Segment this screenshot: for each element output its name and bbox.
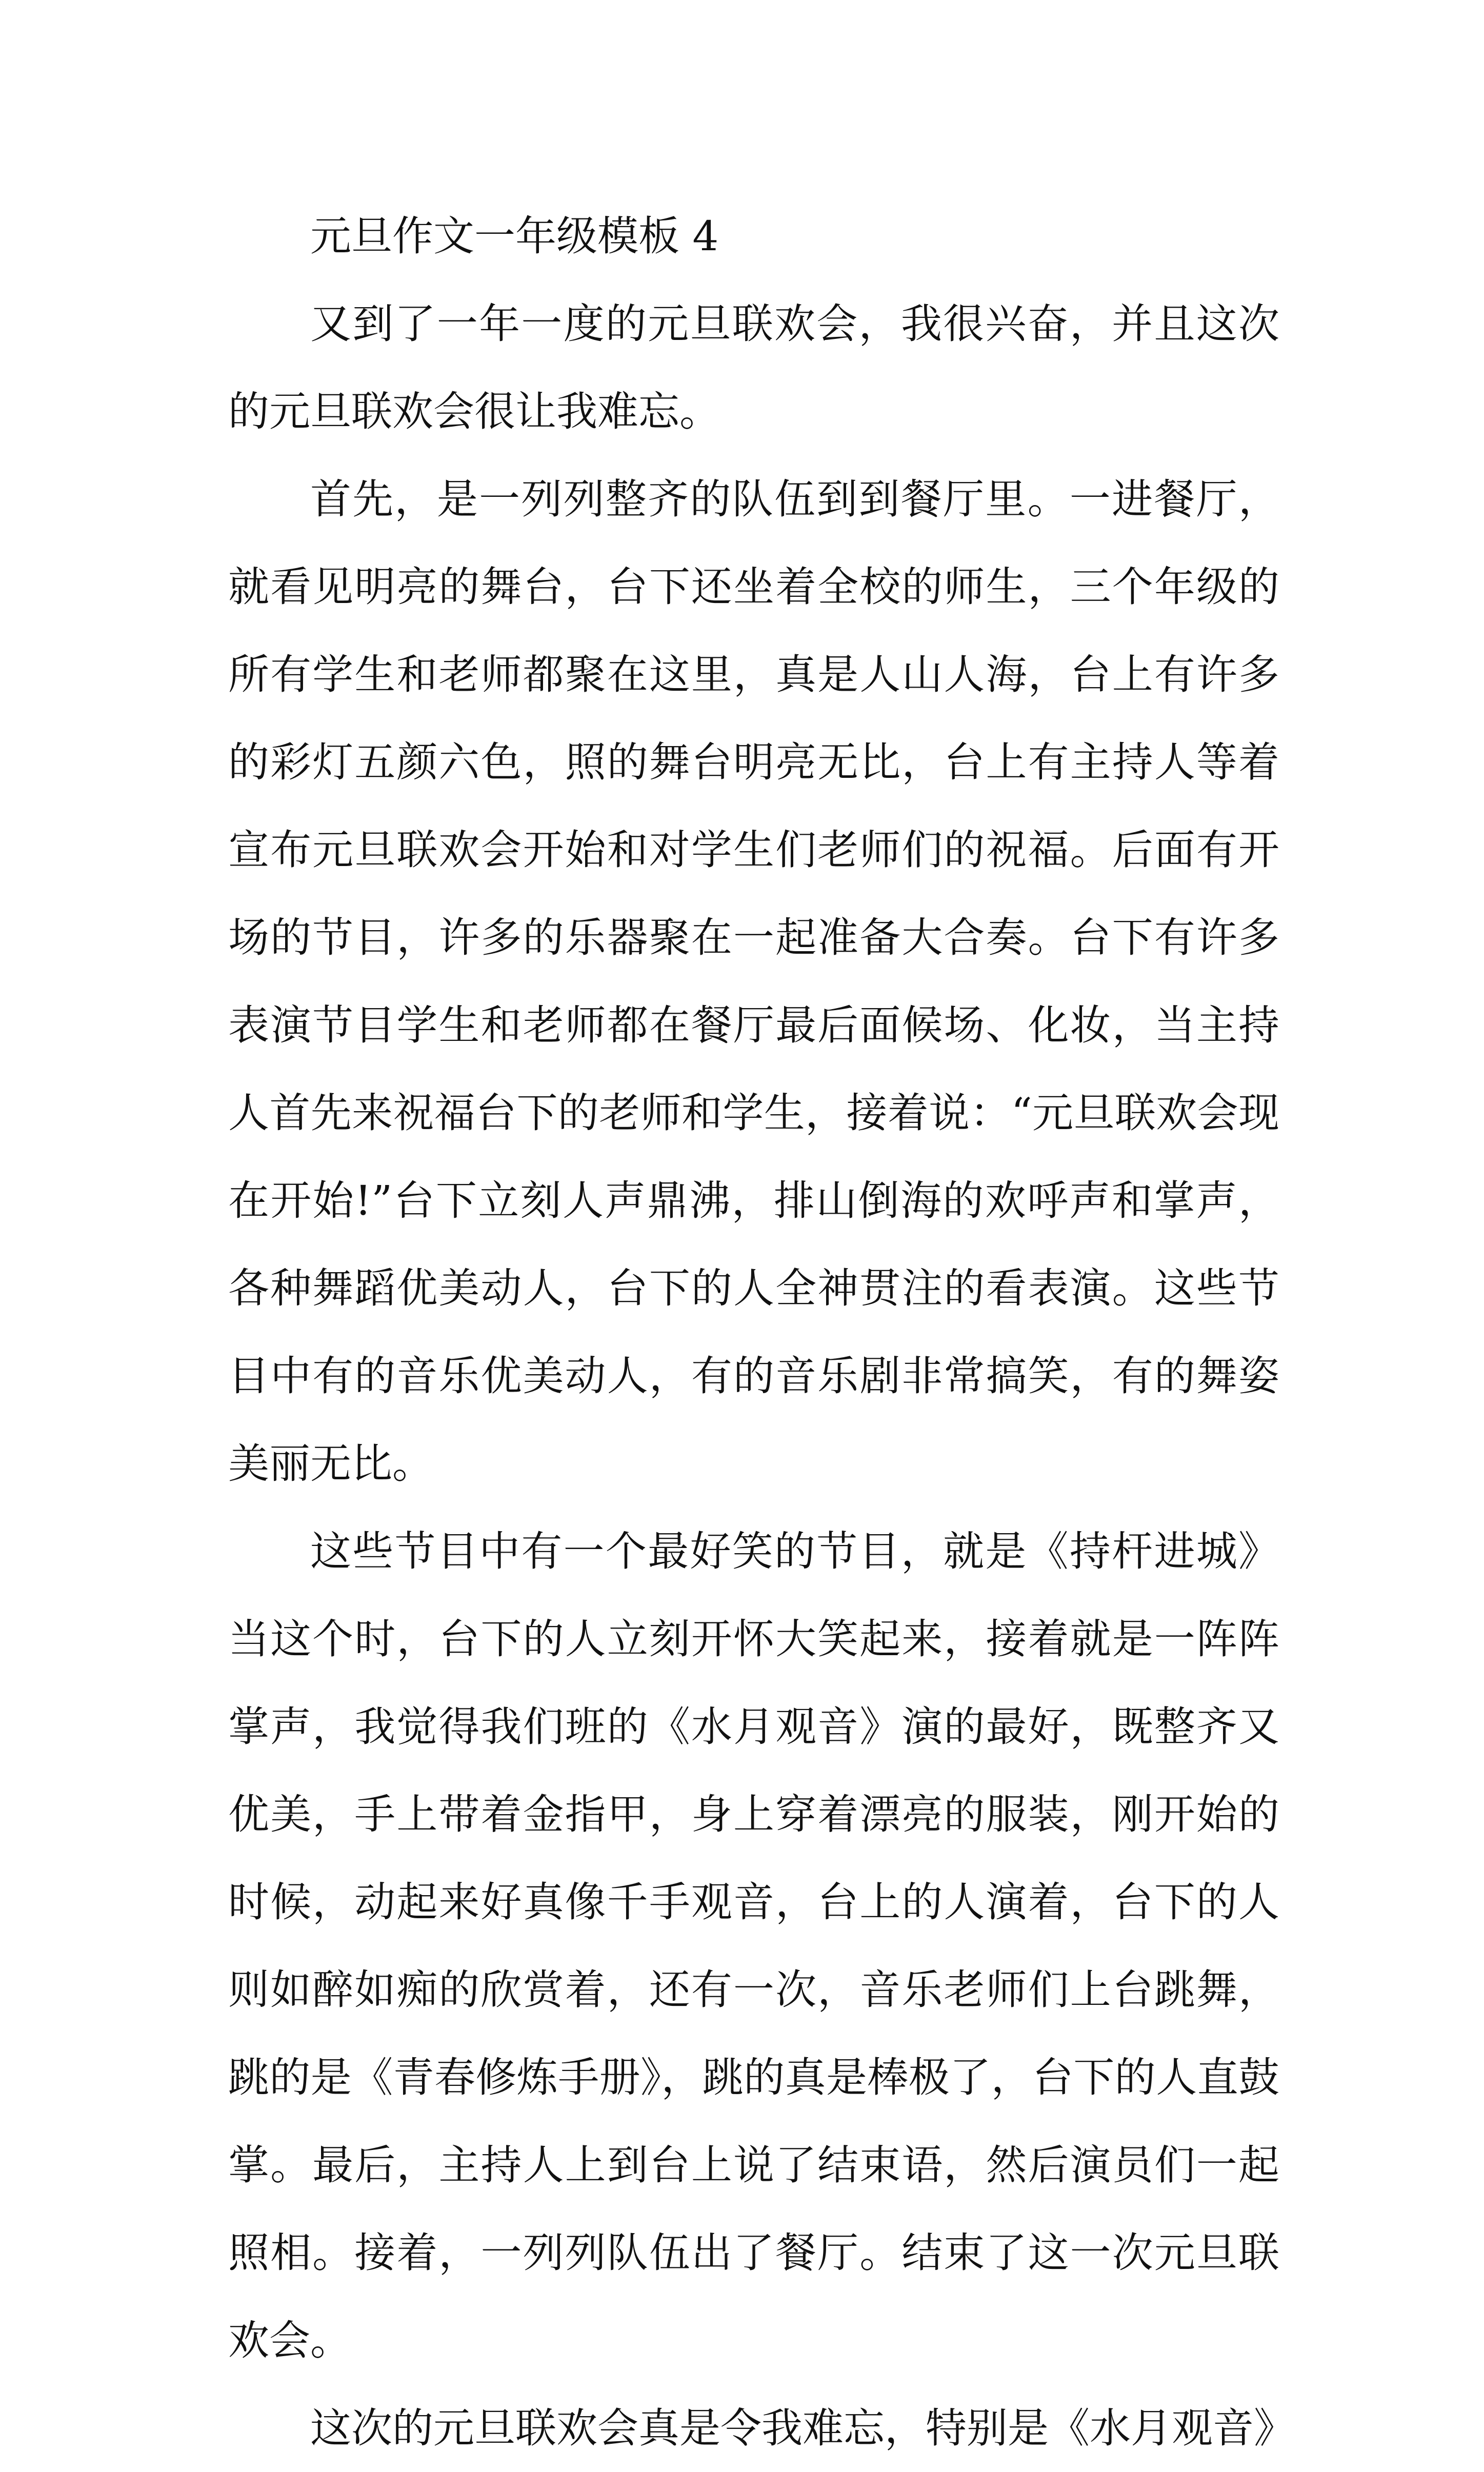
paragraph-1: 又到了一年一度的元旦联欢会，我很兴奋，并且这次的元旦联欢会很让我难忘。 bbox=[228, 300, 1279, 435]
paragraph-3: 这些节目中有一个最好笑的节目，就是《持杆进城》当这个时，台下的人立刻开怀大笑起来，接着就是一阵阵掌声，我觉得我们班的《水月观音》演的最好，既整齐又优美，手上带着金指甲，身上穿着漂亮的服装，刚开始的时候，动起来好真像千手观音，台上的人演着，台下的人则如醉如痴的欣赏着，还有一次，音乐老师们上台跳舞，跳的是《青春修炼手册》，跳的真是棒极了，台下的人直鼓掌。最后，主持人上到台上说了结束语，然后演员们一起照相。接着，一列列队伍出了餐厅。结束了这一次元旦联欢会。 bbox=[228, 1528, 1279, 2364]
paragraph-4: 这次的元旦联欢会真是令我难忘，特别是《水月观音》 bbox=[310, 2404, 1295, 2452]
paragraph-2: 首先，是一列列整齐的队伍到到餐厅里。一进餐厅，就看见明亮的舞台，台下还坐着全校的师生，三个年级的所有学生和老师都聚在这里，真是人山人海，台上有许多的彩灯五颜六色，照的舞台明亮无比，台上有主持人等着宣布元旦联欢会开始和对学生们老师们的祝福。后面有开场的节目，许多的乐器聚在一起准备大合奏。台下有许多表演节目学生和老师都在餐厅最后面候场、化妆，当主持人首先来祝福台下的老师和学生，接着说：“元旦联欢会现在开始!”台下立刻人声鼎沸，排山倒海的欢呼声和掌声，各种舞蹈优美动人，台下的人全神贯注的看表演。这些节目中有的音乐优美动人，有的音乐剧非常搞笑，有的舞姿美丽无比。 bbox=[228, 475, 1279, 1488]
document-body bbox=[228, 192, 1295, 2472]
document-title: 元旦作文一年级模板 4 bbox=[310, 212, 719, 260]
